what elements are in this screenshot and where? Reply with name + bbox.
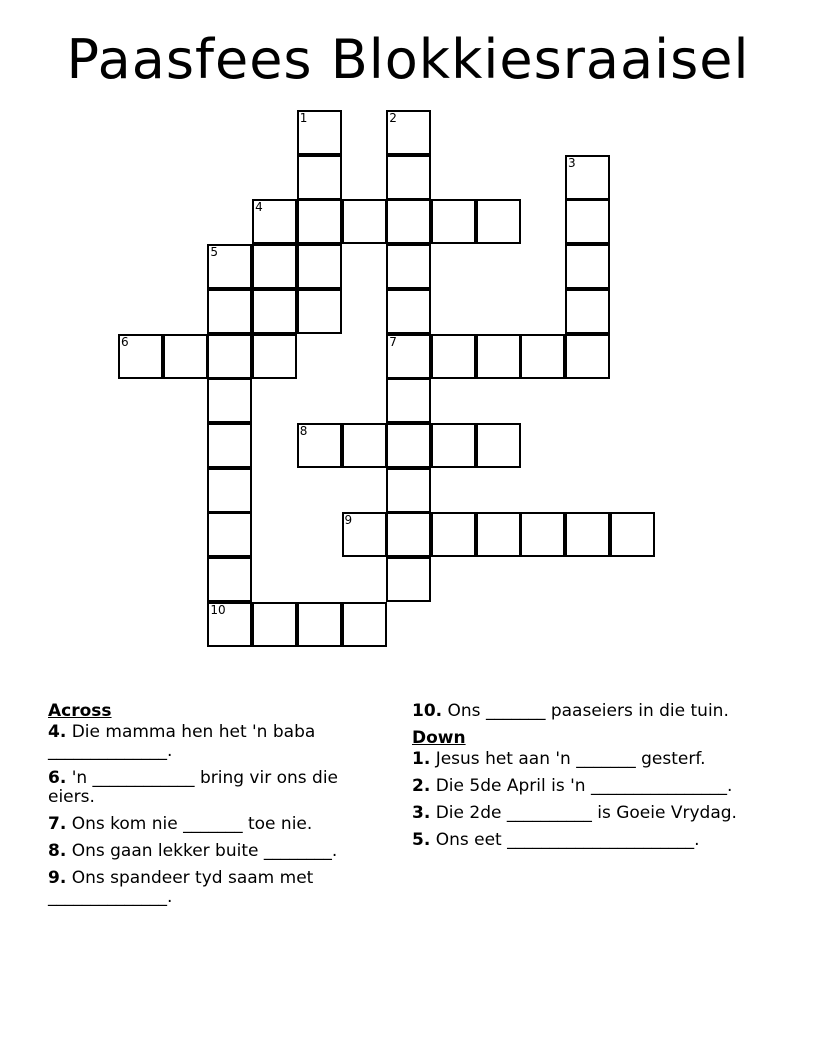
clue-number: 7. bbox=[48, 814, 67, 834]
grid-cell[interactable] bbox=[297, 423, 342, 468]
grid-cell[interactable] bbox=[252, 289, 297, 334]
grid-cell[interactable] bbox=[252, 602, 297, 647]
grid-cell[interactable] bbox=[386, 155, 431, 200]
grid-cell[interactable] bbox=[431, 423, 476, 468]
clue-across-10 bbox=[412, 702, 742, 721]
grid-cell[interactable] bbox=[431, 512, 476, 557]
grid-cell[interactable] bbox=[386, 468, 431, 513]
clue-text: Ons eet ______________________. bbox=[435, 830, 700, 850]
clue-text: Jesus het aan 'n _______ gesterf. bbox=[435, 749, 706, 769]
grid-cell[interactable] bbox=[431, 199, 476, 244]
across-clues bbox=[48, 702, 378, 915]
grid-cell[interactable] bbox=[565, 244, 610, 289]
grid-cell[interactable] bbox=[342, 423, 387, 468]
cell-number: 8 bbox=[299, 423, 308, 438]
cell-number: 5 bbox=[210, 245, 219, 260]
grid-cell[interactable] bbox=[207, 512, 252, 557]
cell-number: 2 bbox=[389, 111, 397, 125]
grid-cell[interactable] bbox=[520, 334, 565, 379]
clue-number: 6. bbox=[48, 768, 67, 788]
grid-cell[interactable] bbox=[207, 289, 252, 334]
clue-text: Die 5de April is 'n ________________. bbox=[435, 776, 733, 796]
grid-cell[interactable] bbox=[297, 199, 342, 244]
grid-cell[interactable] bbox=[386, 557, 431, 602]
clue-text: 'n ____________ bring vir ons die eiers. bbox=[48, 768, 339, 807]
grid-cell[interactable] bbox=[252, 244, 297, 289]
cell-number: 1 bbox=[299, 111, 308, 125]
grid-cell[interactable] bbox=[386, 244, 431, 289]
clue-text: Die mamma hen het 'n baba ______________. bbox=[48, 722, 316, 761]
clue-text: Ons gaan lekker buite ________. bbox=[71, 841, 338, 861]
clue-down-2 bbox=[412, 777, 742, 796]
cell-number: 9 bbox=[344, 513, 353, 528]
clue-across-7 bbox=[48, 815, 378, 834]
grid-cell[interactable] bbox=[297, 602, 342, 647]
grid-cell[interactable] bbox=[565, 512, 610, 557]
clue-text: Ons _______ paaseiers in die tuin. bbox=[447, 701, 729, 721]
grid-cell[interactable] bbox=[386, 334, 431, 379]
clue-number: 10. bbox=[412, 701, 443, 721]
grid-cell[interactable] bbox=[207, 602, 252, 647]
down-heading: Down bbox=[412, 728, 466, 748]
grid-cell[interactable] bbox=[476, 423, 521, 468]
grid-cell[interactable] bbox=[297, 110, 342, 155]
grid-cell[interactable] bbox=[565, 199, 610, 244]
grid-cell[interactable] bbox=[476, 199, 521, 244]
grid-cell[interactable] bbox=[342, 602, 387, 647]
cell-number: 6 bbox=[121, 334, 129, 349]
grid-cell[interactable] bbox=[297, 155, 342, 200]
clue-text: Ons kom nie _______ toe nie. bbox=[71, 814, 313, 834]
clue-text: Ons spandeer tyd saam met ______________. bbox=[48, 868, 314, 907]
grid-cell[interactable] bbox=[520, 512, 565, 557]
clue-number: 5. bbox=[412, 830, 431, 850]
grid-cell[interactable] bbox=[431, 334, 476, 379]
grid-cell[interactable] bbox=[565, 289, 610, 334]
clue-across-4 bbox=[48, 723, 378, 761]
grid-cell[interactable] bbox=[386, 423, 431, 468]
grid-cell[interactable] bbox=[386, 289, 431, 334]
cell-number: 4 bbox=[255, 200, 263, 215]
grid-cell[interactable] bbox=[386, 512, 431, 557]
grid-cell[interactable] bbox=[565, 334, 610, 379]
grid-cell[interactable] bbox=[252, 199, 297, 244]
grid-cell[interactable] bbox=[476, 512, 521, 557]
clue-down-1 bbox=[412, 750, 742, 769]
grid-cell[interactable] bbox=[476, 334, 521, 379]
grid-cell[interactable] bbox=[386, 199, 431, 244]
grid-cell[interactable] bbox=[342, 199, 387, 244]
grid-cell[interactable] bbox=[163, 334, 208, 379]
clue-across-6 bbox=[48, 769, 378, 807]
grid-cell[interactable] bbox=[207, 334, 252, 379]
grid-cell[interactable] bbox=[565, 155, 610, 200]
clue-number: 1. bbox=[412, 749, 431, 769]
grid-cell[interactable] bbox=[207, 378, 252, 423]
grid-cell[interactable] bbox=[207, 468, 252, 513]
clue-number: 2. bbox=[412, 776, 431, 796]
grid-cell[interactable] bbox=[610, 512, 655, 557]
cell-number: 3 bbox=[568, 155, 576, 170]
grid-cell[interactable] bbox=[297, 289, 342, 334]
grid-cell[interactable] bbox=[118, 334, 163, 379]
clue-across-9 bbox=[48, 869, 378, 907]
clue-text: Die 2de __________ is Goeie Vrydag. bbox=[435, 803, 737, 823]
puzzle-title: Paasfees Blokkiesraaisel bbox=[66, 28, 750, 91]
grid-cell[interactable] bbox=[342, 512, 387, 557]
grid-cell[interactable] bbox=[207, 423, 252, 468]
clue-down-3 bbox=[412, 804, 742, 823]
clue-down-5 bbox=[412, 831, 742, 850]
clue-number: 9. bbox=[48, 868, 67, 888]
clue-number: 8. bbox=[48, 841, 67, 861]
grid-cell[interactable] bbox=[207, 244, 252, 289]
grid-cell[interactable] bbox=[207, 557, 252, 602]
grid-cell[interactable] bbox=[386, 110, 431, 155]
across-heading: Across bbox=[48, 701, 112, 721]
grid-cell[interactable] bbox=[386, 378, 431, 423]
cell-number: 10 bbox=[210, 602, 226, 617]
clue-number: 3. bbox=[412, 803, 431, 823]
grid-cell[interactable] bbox=[297, 244, 342, 289]
clue-across-8 bbox=[48, 842, 378, 861]
grid-cell[interactable] bbox=[252, 334, 297, 379]
cell-number: 7 bbox=[389, 334, 397, 349]
clue-number: 4. bbox=[48, 722, 67, 742]
down-clues bbox=[412, 702, 742, 858]
